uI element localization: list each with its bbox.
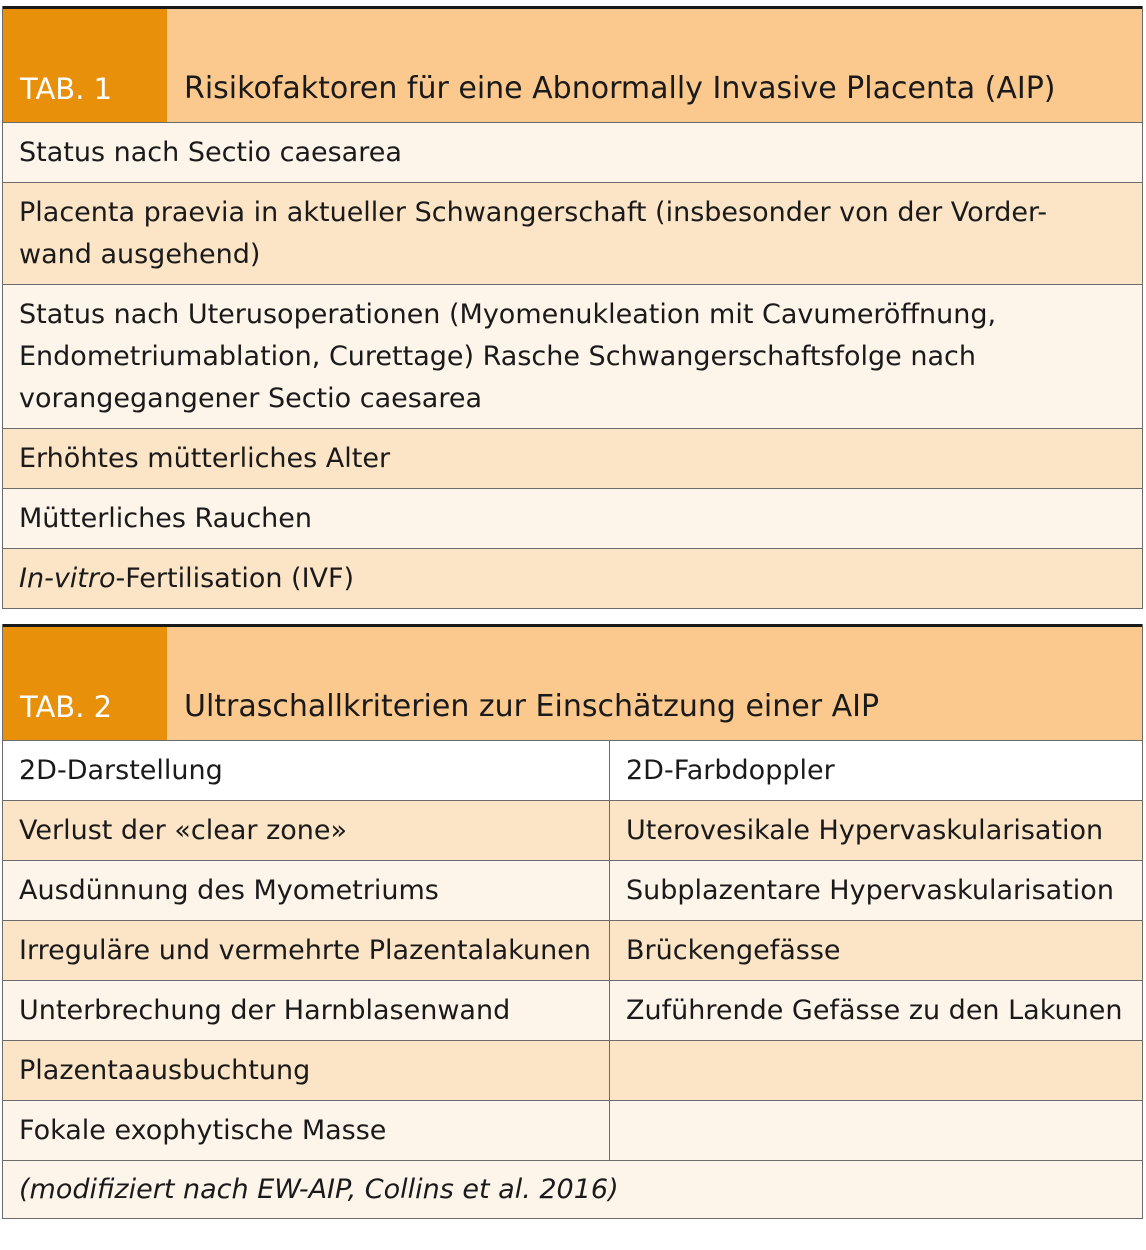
table-row: [3, 741, 1142, 801]
cell-2d: Irreguläre und vermehrte Plazentalakunen: [3, 921, 610, 980]
table-header: [3, 624, 1142, 741]
cell-doppler: Zuführende Gefässe zu den Lakunen: [626, 995, 1123, 1026]
table-row: [3, 921, 1142, 981]
cell-doppler: Uterovesikale Hypervaskularisation: [626, 815, 1104, 846]
cell-2d: Ausdünnung des Myometriums: [3, 861, 610, 920]
table-row: Status nach Uterusoperationen (Myomenukleation mit Cavumeröffnung, Endometriumablation, Curettage) Rasche Schwangerschaftsfolge nach vorangegangener Sectio caesarea: [3, 285, 1142, 429]
ivf-rest-text: -Fertilisation (IVF): [115, 563, 355, 594]
table-row: [3, 1041, 1142, 1101]
cell-doppler: 2D-Farbdoppler: [626, 755, 835, 786]
cell-2d: Unterbrechung der Harnblasenwand: [3, 981, 610, 1040]
cell-doppler: Brückengefässe: [626, 935, 841, 966]
cell-doppler: Subplazentare Hypervaskularisation: [626, 875, 1114, 906]
table-row: [3, 981, 1142, 1041]
tab-label: TAB. 2: [3, 627, 167, 740]
table-row: [3, 549, 1142, 609]
table-title: Ultraschallkriterien zur Einschätzung einer AIP: [184, 689, 880, 724]
ivf-italic-text: In-vitro: [19, 563, 116, 594]
ultrasound-criteria-table: [2, 624, 1143, 1219]
table-title: Risikofaktoren für eine Abnormally Invasive Placenta (AIP): [184, 71, 1056, 106]
cell-2d: Plazentaausbuchtung: [3, 1041, 610, 1100]
table-row: [3, 801, 1142, 861]
table-row: Erhöhtes mütterliches Alter: [3, 429, 1142, 489]
table-footnote: (modifiziert nach EW-AIP, Collins et al. 2016): [3, 1161, 1142, 1219]
table-row: [3, 1101, 1142, 1161]
table-row: Status nach Sectio caesarea: [3, 123, 1142, 183]
cell-doppler: [610, 1101, 1142, 1160]
cell-doppler: [610, 1041, 1142, 1100]
cell-2d: Fokale exophytische Masse: [3, 1101, 610, 1160]
tab-label: TAB. 1: [3, 9, 167, 122]
table-header: [3, 6, 1142, 123]
cell-2d: Verlust der «clear zone»: [3, 801, 610, 860]
cell-2d: 2D-Darstellung: [3, 741, 610, 800]
table-row: Mütterliches Rauchen: [3, 489, 1142, 549]
risk-factors-table: [2, 6, 1143, 609]
table-row: [3, 861, 1142, 921]
table-row: Placenta praevia in aktueller Schwangerschaft (insbesonder von der Vorder- wand ausgehend): [3, 183, 1142, 285]
